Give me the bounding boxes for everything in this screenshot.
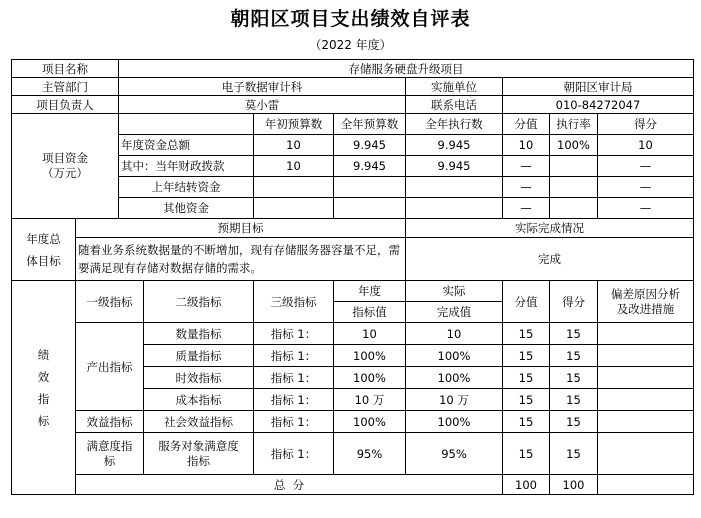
funds-col-executed: 全年执行数: [406, 114, 503, 135]
funds-header-row: [12, 114, 694, 135]
row-department: [12, 78, 694, 96]
satisfaction-label-line1: 满意度指: [86, 438, 133, 453]
funds-cell: —: [598, 156, 694, 177]
level1-header: 一级指标: [76, 281, 144, 323]
indicators-char: 指: [37, 391, 50, 406]
level2-cell: 时效指标: [144, 367, 254, 389]
total-label: 总 分: [76, 475, 503, 495]
level3-cell: 指标 1：: [254, 345, 334, 367]
funds-cell: 100%: [550, 135, 598, 156]
table-row: [12, 411, 694, 433]
goals-label-line2: 体目标: [26, 253, 61, 268]
score-value-cell: 15: [503, 323, 550, 345]
phone-label: 联系电话: [406, 96, 503, 114]
funds-col-annual: 全年预算数: [334, 114, 406, 135]
department-label: 主管部门: [12, 78, 119, 96]
row-project-name: [12, 60, 694, 78]
actual-completion-header: 实际完成情况: [406, 219, 694, 238]
funds-cell: [254, 198, 334, 219]
level2-line1: 服务对象满意度: [158, 438, 239, 453]
level3-cell: 指标 1：: [254, 323, 334, 345]
level3-cell: 指标 1：: [254, 433, 334, 475]
indicators-char: 标: [37, 413, 50, 428]
level3-cell: 指标 1：: [254, 411, 334, 433]
phone-value: 010-84272047: [503, 96, 694, 114]
deviation-cell: [598, 433, 694, 475]
row-owner: [12, 96, 694, 114]
score-value-cell: 15: [503, 345, 550, 367]
output-indicator-label: 产出指标: [76, 323, 144, 411]
deviation-cell: [598, 345, 694, 367]
funds-cell: 9.945: [406, 156, 503, 177]
funds-cell: 10: [503, 135, 550, 156]
funds-cell: [550, 177, 598, 198]
funds-header-blank: [119, 114, 254, 135]
page-title: 朝阳区项目支出绩效自评表: [230, 8, 471, 30]
funds-cell: [406, 177, 503, 198]
funds-cell: 10: [598, 135, 694, 156]
level3-header: 三级指标: [254, 281, 334, 323]
actual-cell: 100%: [406, 367, 503, 389]
funds-cell: 10: [254, 156, 334, 177]
score-cell: 15: [550, 411, 598, 433]
funds-row-label: 其中：当年财政拨款: [119, 156, 254, 177]
funds-cell: —: [598, 198, 694, 219]
funds-cell: —: [503, 177, 550, 198]
annual-header-line2: 指标值: [334, 302, 406, 323]
total-deviation-blank: [598, 475, 694, 495]
actual-completion-text: 完成: [406, 238, 694, 281]
level2-cell: [144, 433, 254, 475]
score-value-cell: 15: [503, 433, 550, 475]
score-cell: 15: [550, 433, 598, 475]
score-header: 得分: [550, 281, 598, 323]
impl-unit-value: 朝阳区审计局: [503, 78, 694, 96]
total-score: 100: [550, 475, 598, 495]
total-score-value: 100: [503, 475, 550, 495]
level3-cell: 指标 1：: [254, 367, 334, 389]
deviation-header-line1: 偏差原因分析: [611, 286, 680, 301]
score-value-cell: 15: [503, 411, 550, 433]
evaluation-table: [11, 59, 694, 495]
actual-cell: 100%: [406, 411, 503, 433]
goals-label-line1: 年度总: [26, 231, 61, 246]
level2-line2: 指标: [187, 453, 210, 468]
satisfaction-label-line2: 标: [103, 453, 116, 468]
level2-cell: 质量指标: [144, 345, 254, 367]
indicators-header-row-1: [12, 281, 694, 302]
funds-cell: [334, 198, 406, 219]
funds-col-rate: 执行率: [550, 114, 598, 135]
funds-row-label: 年度资金总额: [119, 135, 254, 156]
funds-label: 项目资金: [42, 151, 88, 165]
table-row: [12, 433, 694, 475]
score-cell: 15: [550, 323, 598, 345]
deviation-cell: [598, 411, 694, 433]
total-row: [12, 475, 694, 495]
goals-header-row: [12, 219, 694, 238]
project-name-label: 项目名称: [12, 60, 119, 78]
actual-cell: 10: [406, 323, 503, 345]
project-name-value: 存储服务硬盘升级项目: [119, 60, 694, 78]
deviation-header: [598, 281, 694, 323]
indicators-section-label: [12, 281, 76, 495]
score-cell: 15: [550, 367, 598, 389]
benefit-indicator-label: 效益指标: [76, 411, 144, 433]
funds-cell: [550, 156, 598, 177]
funds-cell: 9.945: [334, 156, 406, 177]
funds-col-score-value: 分值: [503, 114, 550, 135]
funds-unit: （万元）: [42, 166, 88, 180]
actual-header-line2: 完成值: [406, 302, 503, 323]
deviation-cell: [598, 323, 694, 345]
level3-cell: 指标 1：: [254, 389, 334, 411]
funds-cell: 9.945: [334, 135, 406, 156]
annual-cell: 10: [334, 323, 406, 345]
page-subtitle-year: （2022 年度）: [309, 38, 392, 52]
funds-cell: 9.945: [406, 135, 503, 156]
level2-cell: 社会效益指标: [144, 411, 254, 433]
funds-row-label: 上年结转资金: [119, 177, 254, 198]
annual-cell: 100%: [334, 367, 406, 389]
table-row: [12, 323, 694, 345]
level2-header: 二级指标: [144, 281, 254, 323]
impl-unit-label: 实施单位: [406, 78, 503, 96]
indicators-char: 效: [37, 369, 50, 384]
expected-goal-header: 预期目标: [76, 219, 406, 238]
score-value-header: 分值: [503, 281, 550, 323]
annual-cell: 100%: [334, 345, 406, 367]
level2-cell: 数量指标: [144, 323, 254, 345]
owner-label: 项目负责人: [12, 96, 119, 114]
funds-cell: —: [503, 198, 550, 219]
level2-cell: 成本指标: [144, 389, 254, 411]
deviation-cell: [598, 367, 694, 389]
actual-cell: 95%: [406, 433, 503, 475]
funds-cell: [334, 177, 406, 198]
annual-cell: 10 万: [334, 389, 406, 411]
annual-header-line1: 年度: [334, 281, 406, 302]
score-cell: 15: [550, 345, 598, 367]
annual-cell: 95%: [334, 433, 406, 475]
department-value: 电子数据审计科: [119, 78, 406, 96]
satisfaction-indicator-label: [76, 433, 144, 475]
goals-section-label: [12, 219, 76, 281]
score-cell: 15: [550, 389, 598, 411]
funds-row-label: 其他资金: [119, 198, 254, 219]
actual-header-line1: 实际: [406, 281, 503, 302]
score-value-cell: 15: [503, 389, 550, 411]
actual-cell: 10 万: [406, 389, 503, 411]
annual-cell: 100%: [334, 411, 406, 433]
score-value-cell: 15: [503, 367, 550, 389]
funds-cell: [254, 177, 334, 198]
funds-col-score: 得分: [598, 114, 694, 135]
goals-content-row: [12, 238, 694, 281]
funds-col-initial: 年初预算数: [254, 114, 334, 135]
deviation-header-line2: 及改进措施: [616, 301, 675, 316]
indicators-char: 绩: [37, 347, 50, 362]
funds-cell: —: [503, 156, 550, 177]
funds-cell: [550, 198, 598, 219]
funds-section-label: [12, 114, 119, 219]
actual-cell: 100%: [406, 345, 503, 367]
funds-cell: —: [598, 177, 694, 198]
funds-cell: 10: [254, 135, 334, 156]
expected-goal-text: 随着业务系统数据量的不断增加，现有存储服务器容量不足，需要满足现有存储对数据存储的需求。: [76, 238, 406, 281]
deviation-cell: [598, 389, 694, 411]
owner-value: 莫小雷: [119, 96, 406, 114]
funds-cell: [406, 198, 503, 219]
